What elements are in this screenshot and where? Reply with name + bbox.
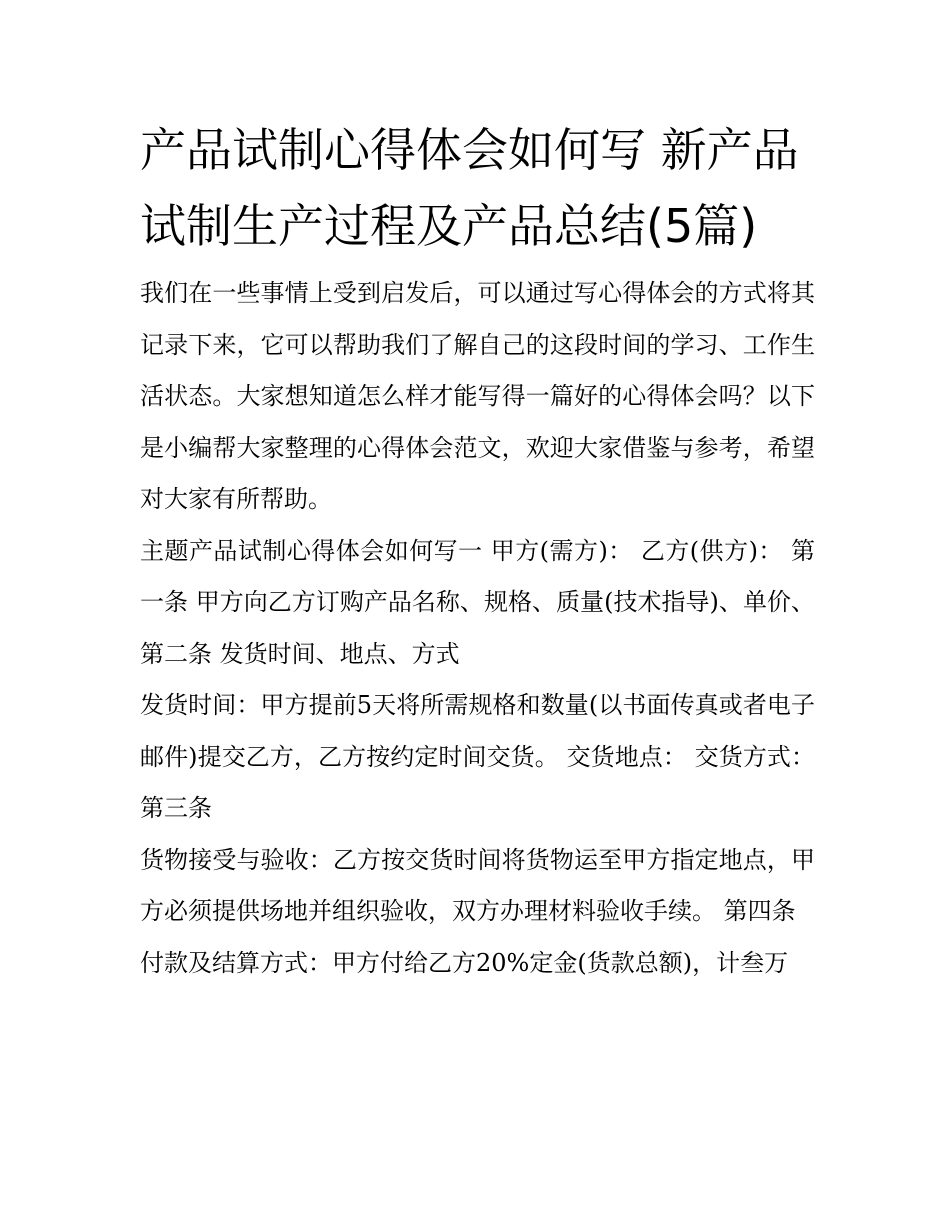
paragraph-payment: 付款及结算方式：甲方付给乙方20%定金(货款总额)，计叁万 (140, 948, 789, 977)
paragraph-delivery-time: 发货时间：甲方提前5天将所需规格和数量(以书面传真或者电子邮件)提交乙方，乙方按约定时间交货。 交货地点： 交货方式： 第三条 (140, 691, 815, 822)
paragraph-intro: 我们在一些事情上受到启发后，可以通过写心得体会的方式将其记录下来，它可以帮助我们了解自己的这段时间的学习、工作生活状态。大家想知道怎么样才能写得一篇好的心得体会吗？以下是小编帮大家整理的心得体会范文，欢迎大家借鉴与参考，希望对大家有所帮助。 (140, 279, 815, 513)
document-body (140, 112, 815, 989)
paragraph-parties-and-terms: 主题产品试制心得体会如何写一 甲方(需方)： 乙方(供方)： 第一条 甲方向乙方订购产品名称、规格、质量(技术指导)、单价、 第二条 发货时间、地点、方式 (140, 536, 815, 668)
document-title: 产品试制心得体会如何写 新产品试制生产过程及产品总结(5篇) (140, 123, 799, 253)
paragraph-acceptance: 货物接受与验收：乙方按交货时间将货物运至甲方指定地点，甲方必须提供场地并组织验收，双方办理材料验收手续。 第四条 (140, 845, 815, 925)
